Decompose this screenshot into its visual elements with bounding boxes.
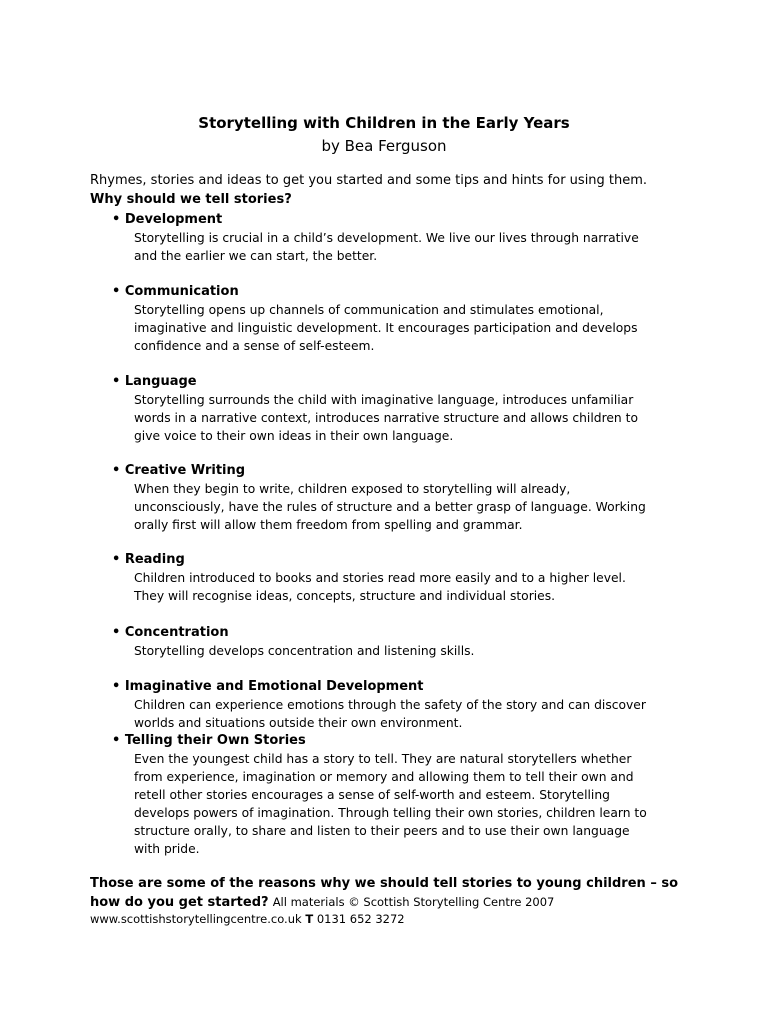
body-line: Storytelling develops concentration and listening skills. bbox=[134, 644, 475, 658]
body-line: retell other stories encourages a sense of self-worth and esteem. Storytelling bbox=[134, 788, 610, 802]
phone-label: T bbox=[305, 912, 314, 926]
closing-line-1: Those are some of the reasons why we should tell stories to young children – so bbox=[90, 876, 679, 891]
body-line: Even the youngest child has a story to tell. They are natural storytellers whether bbox=[134, 752, 632, 766]
body-line: from experience, imagination or memory and allowing them to tell their own and bbox=[134, 770, 634, 784]
section-heading: • Creative Writing bbox=[112, 463, 246, 478]
body-line: with pride. bbox=[134, 842, 200, 856]
section-heading: • Language bbox=[112, 374, 197, 389]
phone-number: 0131 652 3272 bbox=[316, 912, 405, 926]
body-line: Children can experience emotions through the safety of the story and can discover bbox=[134, 698, 646, 712]
body-line: When they begin to write, children exposed to storytelling will already, bbox=[134, 482, 571, 496]
body-line: Storytelling opens up channels of communication and stimulates emotional, bbox=[134, 303, 604, 317]
section-body bbox=[134, 569, 672, 605]
section-heading: • Concentration bbox=[112, 625, 229, 640]
closing-line-2-wrap bbox=[90, 893, 678, 912]
body-line: unconsciously, have the rules of structure and a better grasp of language. Working bbox=[134, 500, 646, 514]
section-development bbox=[112, 211, 672, 265]
document-author: by Bea Ferguson bbox=[321, 137, 447, 155]
body-line: Storytelling is crucial in a child’s development. We live our lives through narrative bbox=[134, 231, 639, 245]
section-heading: • Development bbox=[112, 212, 223, 227]
section-body bbox=[134, 301, 672, 355]
section-body bbox=[134, 642, 672, 660]
body-line: confidence and a sense of self-esteem. bbox=[134, 339, 375, 353]
body-line: imaginative and linguistic development. It encourages participation and develops bbox=[134, 321, 638, 335]
section-reading bbox=[112, 551, 672, 605]
copyright-credit: All materials © Scottish Storytelling Centre 2007 bbox=[272, 895, 555, 909]
section-heading: • Imaginative and Emotional Development bbox=[112, 679, 424, 694]
intro-text: Rhymes, stories and ideas to get you started and some tips and hints for using them. bbox=[90, 173, 648, 188]
body-line: Storytelling surrounds the child with imaginative language, introduces unfamiliar bbox=[134, 393, 634, 407]
section-heading: • Communication bbox=[112, 284, 239, 299]
body-line: develops powers of imagination. Through telling their own stories, children learn to bbox=[134, 806, 647, 820]
closing-text bbox=[90, 874, 678, 912]
website-link[interactable]: www.scottishstorytellingcentre.co.uk bbox=[90, 912, 302, 926]
section-body bbox=[134, 229, 672, 265]
body-line: give voice to their own ideas in their own language. bbox=[134, 429, 454, 443]
body-line: words in a narrative context, introduces narrative structure and allows children to bbox=[134, 411, 638, 425]
document-title: Storytelling with Children in the Early Years bbox=[198, 114, 570, 132]
body-line: worlds and situations outside their own environment. bbox=[134, 716, 463, 730]
section-body bbox=[134, 391, 672, 445]
section-telling-own-stories bbox=[112, 732, 672, 858]
closing-line-2: how do you get started? bbox=[90, 895, 269, 910]
section-body bbox=[134, 480, 672, 534]
body-line: orally first will allow them freedom from spelling and grammar. bbox=[134, 518, 523, 532]
section-concentration bbox=[112, 624, 672, 660]
section-body bbox=[134, 696, 672, 732]
section-heading: • Reading bbox=[112, 552, 185, 567]
section-language bbox=[112, 373, 672, 445]
section-body bbox=[134, 750, 672, 858]
body-line: They will recognise ideas, concepts, structure and individual stories. bbox=[134, 589, 556, 603]
body-line: and the earlier we can start, the better. bbox=[134, 249, 378, 263]
body-line: structure orally, to share and listen to their peers and to use their own language bbox=[134, 824, 630, 838]
section-imaginative-emotional bbox=[112, 678, 672, 732]
section-communication bbox=[112, 283, 672, 355]
section-question: Why should we tell stories? bbox=[90, 192, 292, 207]
body-line: Children introduced to books and stories read more easily and to a higher level. bbox=[134, 571, 626, 585]
section-creative-writing bbox=[112, 462, 672, 534]
footer-contact bbox=[90, 912, 405, 927]
section-heading: • Telling their Own Stories bbox=[112, 733, 306, 748]
